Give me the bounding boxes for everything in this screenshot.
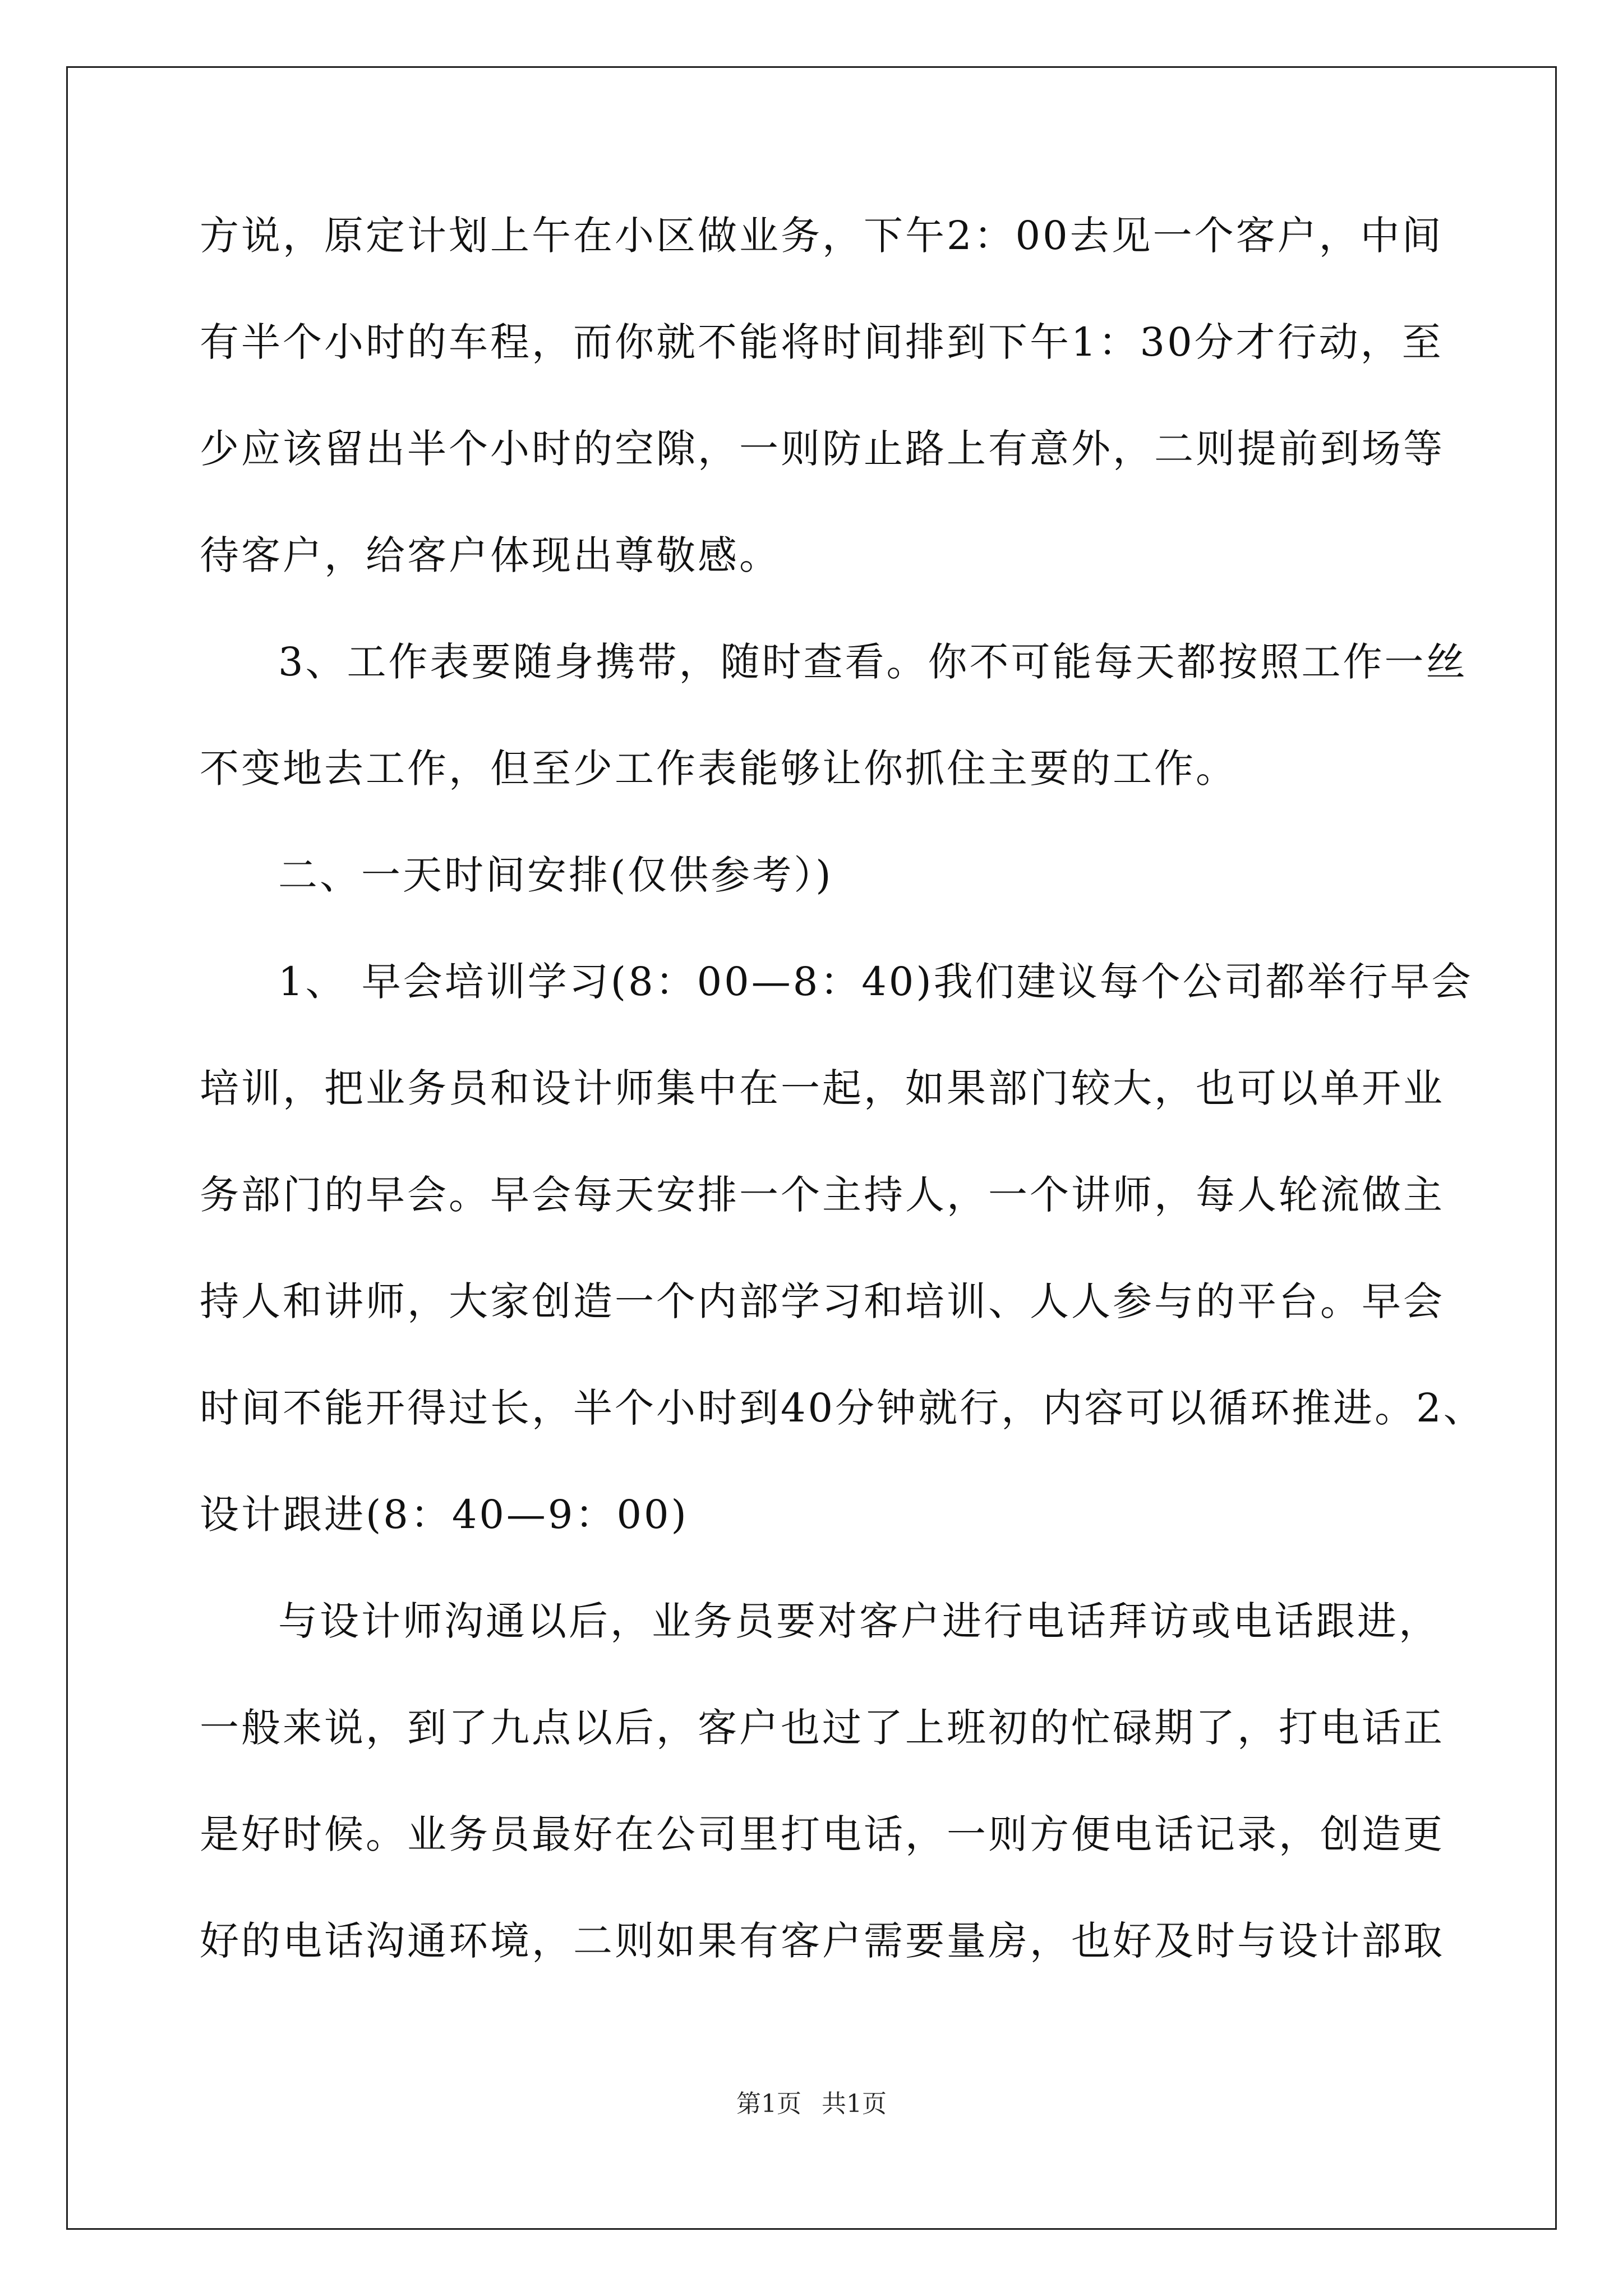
text-line: 待客户，给客户体现出尊敬感。 xyxy=(200,532,781,578)
text-line: 少应该留出半个小时的空隙，一则防止路上有意外，二则提前到场等 xyxy=(200,426,1445,472)
text-line: 有半个小时的车程，而你就不能将时间排到下午1：30分才行动，至 xyxy=(200,319,1444,365)
text-line: 与设计师沟通以后，业务员要对客户进行电话拜访或电话跟进， xyxy=(278,1598,1440,1644)
section-heading: 二、一天时间安排(仅供参考）) xyxy=(278,852,833,898)
text-line: 持人和讲师，大家创造一个内部学习和培训、人人参与的平台。早会 xyxy=(200,1278,1445,1324)
text-line: 培训，把业务员和设计师集中在一起，如果部门较大，也可以单开业 xyxy=(200,1065,1445,1111)
text-line: 方说，原定计划上午在小区做业务，下午2：00去见一个客户，中间 xyxy=(200,213,1444,259)
text-line: 时间不能开得过长，半个小时到40分钟就行，内容可以循环推进。2、 xyxy=(200,1385,1485,1431)
text-line: 务部门的早会。早会每天安排一个主持人，一个讲师，每人轮流做主 xyxy=(200,1172,1445,1218)
page-number-total: 共1页 xyxy=(822,2090,887,2118)
text-line: 3、工作表要随身携带，随时查看。你不可能每天都按照工作一丝 xyxy=(278,639,1468,685)
text-line: 好的电话沟通环境，二则如果有客户需要量房，也好及时与设计部取 xyxy=(200,1918,1445,1964)
text-line: 1、 早会培训学习(8：00—8：40)我们建议每个公司都举行早会 xyxy=(278,959,1473,1005)
document-body xyxy=(200,213,1485,2028)
text-line: 是好时候。业务员最好在公司里打电话，一则方便电话记录，创造更 xyxy=(200,1811,1445,1857)
text-line: 一般来说，到了九点以后，客户也过了上班初的忙碌期了，打电话正 xyxy=(200,1705,1445,1751)
text-line: 不变地去工作，但至少工作表能够让你抓住主要的工作。 xyxy=(200,746,1237,792)
page-footer xyxy=(0,2090,1623,2118)
text-line: 设计跟进(8：40—9：00) xyxy=(200,1492,689,1538)
page-number-current: 第1页 xyxy=(736,2090,801,2118)
